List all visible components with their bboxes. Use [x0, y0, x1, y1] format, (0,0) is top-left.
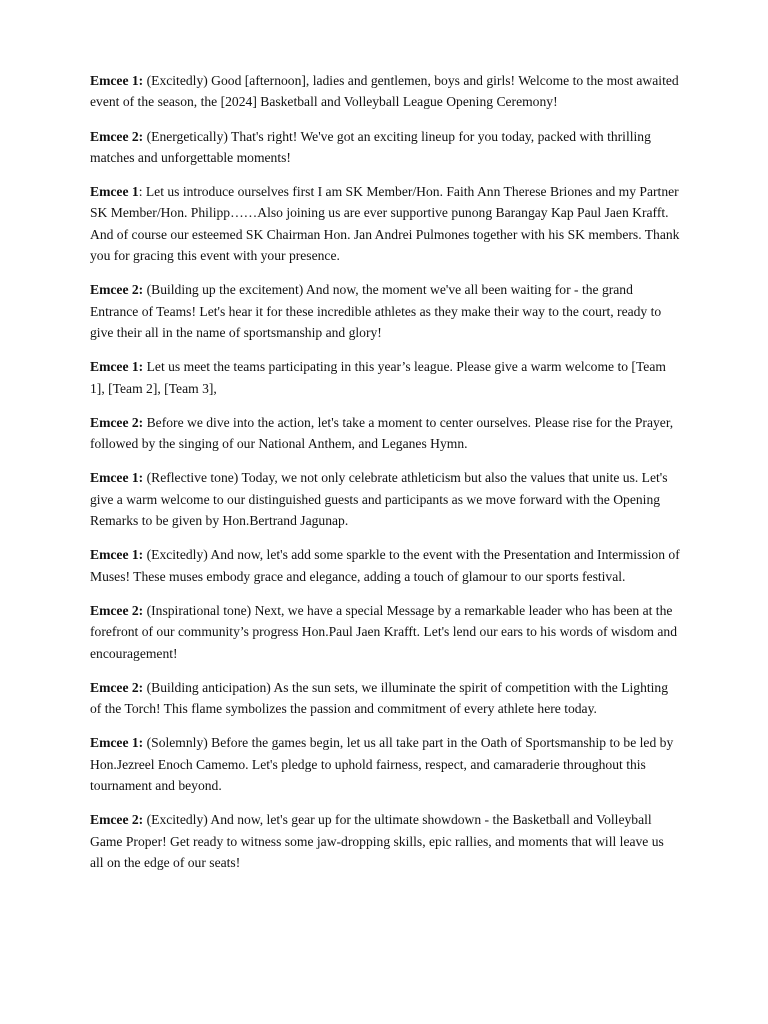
dialogue-text: (Inspirational tone) Next, we have a special Message by a remarkable leader who has been at the forefront of our community’s progress Hon.Paul Jaen Krafft. Let's lend our ears to his words of wisdom and encouragement! [90, 602, 677, 661]
dialogue-text: (Reflective tone) Today, we not only celebrate athleticism but also the values that unite us. Let's give a warm welcome to our distinguished guests and participants as we move forward with the Opening Remarks to be given by Hon.Bertrand Jagunap. [90, 470, 668, 529]
dialogue-text: (Solemnly) Before the games begin, let us all take part in the Oath of Sportsmanship to be led by Hon.Jezreel Enoch Camemo. Let's pledge to uphold fairness, respect, and camaraderie throughout this tournament and beyond. [90, 735, 674, 794]
speaker-label: Emcee 2: [90, 414, 144, 430]
paragraph-7 [90, 467, 680, 531]
paragraph-12 [90, 809, 680, 873]
dialogue-text: (Excitedly) And now, let's gear up for the ultimate showdown - the Basketball and Volleyball Game Proper! Get ready to witness some jaw-dropping skills, epic rallies, and moments that will leave us all on the edge of our seats! [90, 812, 664, 870]
speaker-label: Emcee 2: [90, 128, 144, 144]
speaker-label: Emcee 1: [90, 547, 144, 563]
dialogue-text: (Excitedly) Good [afternoon], ladies and gentlemen, boys and girls! Welcome to the most awaited event of the season, the [2024] Basketball and Volleyball League Opening Ceremony! [90, 73, 679, 110]
document-body [90, 70, 680, 886]
paragraph-10 [90, 677, 680, 720]
dialogue-text: Let us meet the teams participating in this year’s league. Please give a warm welcome to [Team 1], [Team 2], [Team 3], [90, 359, 666, 396]
speaker-label: Emcee 2: [90, 282, 144, 298]
paragraph-2 [90, 126, 680, 169]
dialogue-text: : Let us introduce ourselves first I am SK Member/Hon. Faith Ann Therese Briones and my Partner SK Member/Hon. Philipp……Also joining us are ever supportive punong Barangay Kap Paul Jaen Krafft. And of course our esteemed SK Chairman Hon. Jan Andrei Pulmones together with his SK members. Thank you for gracing this event with your presence. [90, 184, 680, 264]
paragraph-9 [90, 600, 680, 664]
speaker-label: Emcee 1: [90, 73, 144, 88]
speaker-label: Emcee 2: [90, 812, 144, 828]
speaker-label: Emcee 1: [90, 359, 144, 375]
speaker-label: Emcee 1: [90, 735, 144, 751]
speaker-label: Emcee 1: [90, 470, 144, 486]
paragraph-6 [90, 412, 680, 455]
paragraph-4 [90, 279, 680, 343]
dialogue-text: (Building up the excitement) And now, the moment we've all been waiting for - the grand Entrance of Teams! Let's hear it for these incredible athletes as they make their way to the court, ready to give their all in the name of sportsmanship and glory! [90, 282, 662, 340]
speaker-label: Emcee 2: [90, 679, 144, 695]
paragraph-3 [90, 181, 680, 266]
dialogue-text: (Energetically) That's right! We've got an exciting lineup for you today, packed with thrilling matches and unforgettable moments! [90, 128, 651, 165]
paragraph-1 [90, 70, 680, 113]
speaker-label: Emcee 2: [90, 602, 144, 618]
dialogue-text: Before we dive into the action, let's take a moment to center ourselves. Please rise for the Prayer, followed by the singing of our National Anthem, and Leganes Hymn. [90, 414, 674, 452]
speaker-label: Emcee 1 [90, 184, 139, 200]
dialogue-text: (Excitedly) And now, let's add some sparkle to the event with the Presentation and Intermission of Muses! These muses embody grace and elegance, adding a touch of glamour to our sports festival. [90, 547, 680, 584]
paragraph-5 [90, 356, 680, 399]
dialogue-text: (Building anticipation) As the sun sets, we illuminate the spirit of competition with the Lighting of the Torch! This flame symbolizes the passion and commitment of every athlete here today. [90, 679, 669, 717]
paragraph-11 [90, 732, 680, 796]
paragraph-8 [90, 544, 680, 587]
